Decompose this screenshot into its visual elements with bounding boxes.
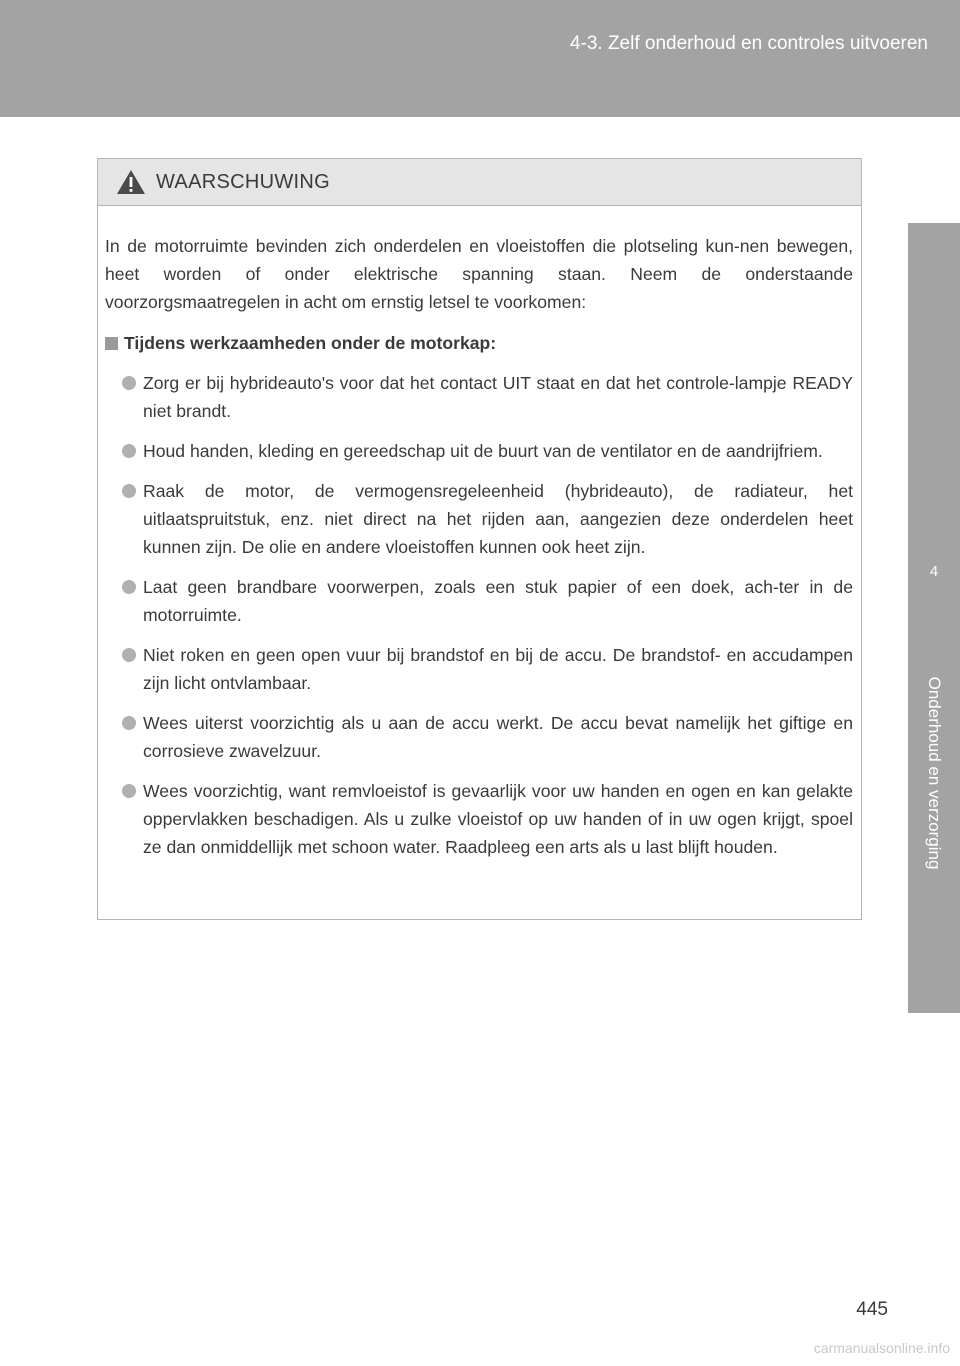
list-item-text: Houd handen, kleding en gereedschap uit de buurt van de ventilator en de aandrijfriem. <box>143 441 823 461</box>
list-item <box>105 573 853 629</box>
warning-subheading-text: Tijdens werkzaamheden onder de motorkap: <box>124 333 497 353</box>
chapter-side-tab <box>908 223 960 1013</box>
list-item-text: Laat geen brandbare voorwerpen, zoals een stuk papier of een doek, ach-ter in de motorruimte. <box>143 577 853 625</box>
list-item <box>105 437 853 465</box>
bullet-icon <box>122 376 136 390</box>
list-item <box>105 777 853 861</box>
list-item-text: Zorg er bij hybrideauto's voor dat het contact UIT staat en dat het controle-lampje READY niet brandt. <box>143 373 853 421</box>
bullet-icon <box>122 580 136 594</box>
warning-header <box>98 159 861 206</box>
warning-intro: In de motorruimte bevinden zich onderdelen en vloeistoffen die plotseling kun-nen bewegen, heet worden of onder elektrische spanning staan. Neem de onderstaande voorzorgsmaatregelen in acht om ernstig letsel te voorkomen: <box>105 236 853 312</box>
header-band <box>0 0 960 117</box>
list-item <box>105 641 853 697</box>
bullet-icon <box>122 444 136 458</box>
list-item-text: Raak de motor, de vermogensregeleenheid (hybrideauto), de radiateur, het uitlaatspruitstuk, enz. niet direct na het rijden aan, aangezien deze onderdelen heet kunnen zijn. De olie en andere vloeistoffen kunnen ook heet zijn. <box>143 481 853 557</box>
warning-bullet-list <box>105 369 853 861</box>
bullet-icon <box>122 716 136 730</box>
bullet-icon <box>122 484 136 498</box>
warning-triangle-icon <box>116 169 146 195</box>
square-bullet-icon <box>105 337 118 350</box>
chapter-number: 4 <box>929 563 939 580</box>
bullet-icon <box>122 784 136 798</box>
list-item-text: Niet roken en geen open vuur bij brandstof en bij de accu. De brandstof- en accudampen zijn licht ontvlambaar. <box>143 645 853 693</box>
warning-box <box>97 158 862 920</box>
list-item <box>105 477 853 561</box>
section-title: 4-3. Zelf onderhoud en controles uitvoeren <box>569 33 928 54</box>
warning-body <box>98 206 861 861</box>
page-number: 445 <box>856 1299 888 1320</box>
list-item <box>105 709 853 765</box>
warning-subheading <box>105 329 853 357</box>
list-item-text: Wees voorzichtig, want remvloeistof is gevaarlijk voor uw handen en ogen en kan gelakte oppervlakken beschadigen. Als u zulke vloeistof op uw handen of in uw ogen krijgt, spoel ze dan onmiddellijk met schoon water. Raadpleeg een arts als u last blijft houden. <box>143 781 853 857</box>
watermark: carmanualsonline.info <box>813 1340 950 1356</box>
chapter-name: Onderhoud en verzorging <box>925 676 944 870</box>
bullet-icon <box>122 648 136 662</box>
list-item <box>105 369 853 425</box>
warning-title: WAARSCHUWING <box>156 170 330 193</box>
list-item-text: Wees uiterst voorzichtig als u aan de accu werkt. De accu bevat namelijk het giftige en corrosieve zwavelzuur. <box>143 713 853 761</box>
